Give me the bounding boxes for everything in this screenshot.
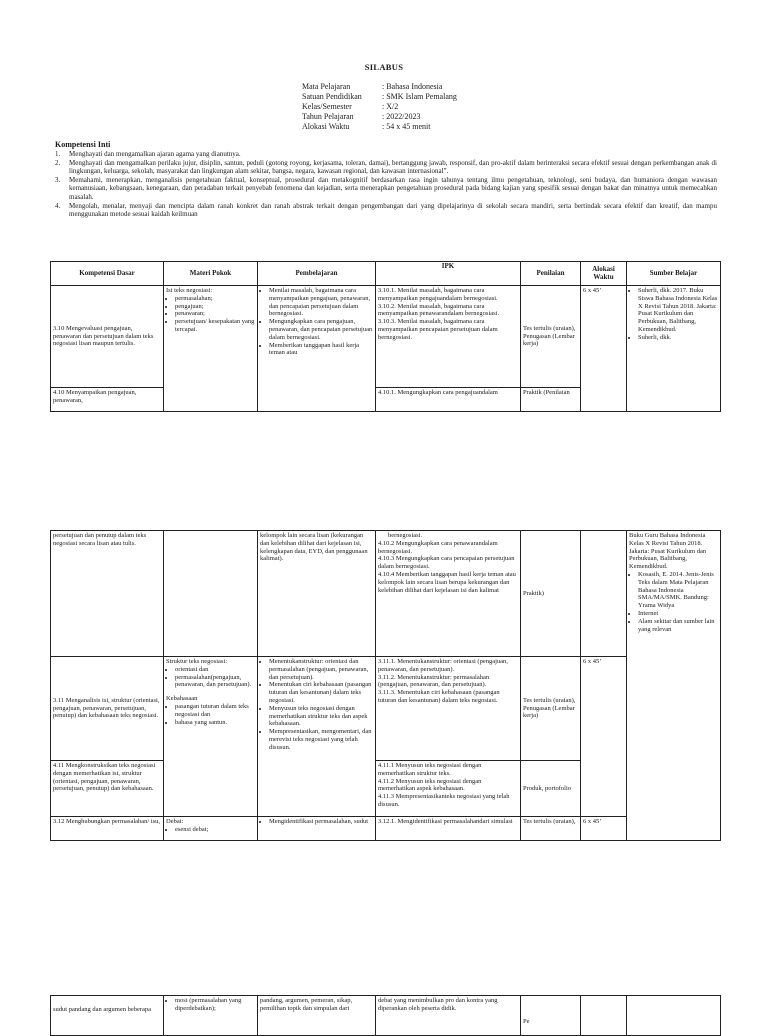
- list-item: • Menentukan ciri kebahasaan (pasangan tuturan dan kesantunan) dalam teks negosiasi.: [269, 681, 373, 704]
- kd-cell: 4.11 Mengkonstruksikan teks negosiasi dengan memerhatikan isi, struktur (orientasi, pengajuan, penawaran, persetujuan, penutup) dan kebahasaan.: [51, 761, 164, 817]
- table-row: [51, 817, 721, 841]
- ki-number: 1.: [55, 150, 61, 158]
- list-item: • Menilai masalah, bagaimana cara menyampaikan pengajuan, penawaran, dan pencapaian persetujuan dalam bernegosiasi.: [269, 287, 373, 318]
- materi-heading: Struktur teks negosiasi:: [166, 658, 228, 665]
- pembelajaran-cell: [258, 657, 376, 817]
- table-row: [51, 286, 721, 388]
- penilaian-cell: Tes tertulis (uraian), Penugasan (Lembar kerja): [521, 657, 581, 761]
- materi-cell: [164, 286, 258, 412]
- sumber-cell: [627, 996, 721, 1036]
- sumber-list: [629, 571, 718, 633]
- meta-value: : Bahasa Indonesia: [382, 82, 443, 91]
- ki-text: Mengolah, menalar, menyaji dan mencipta dalam ranah konkret dan ranah abstrak terkait dengan pengembangan dari yang dipelajarinya di sekolah secara mandiri, serta bertindak secara efektif dan kreatif, dan mampu menggunakan metode sesuai kaidah keilmuan: [69, 201, 717, 219]
- list-item: • Suherli, dkk.: [638, 334, 718, 342]
- ki-text: Menghayati dan mengamalkan perilaku jujur, disiplin, santun, peduli (gotong royong, kerjasama, toleran, damai), bertanggung jawab, responsif, dan pro-aktif dalam berinteraksi secara efektif sesuai dengan perkembangan anak di lingkungan, keluarga, sekolah, masyarakat dan lingkungan alam sekitar, bangsa, negara, kawasan regional, dan kawasan internasional”.: [69, 158, 717, 176]
- materi-cell: [164, 817, 258, 841]
- pembelajaran-cell: [258, 286, 376, 412]
- kd-cell: 3.10 Mengevaluasi pengajuan, penawaran dan persetujuan dalam teks negosiasi lisan maupun tertulis.: [51, 286, 164, 388]
- kd-cell: sudut pandang dan argumen beberapa: [51, 996, 164, 1036]
- ipk-cell: 3.12.1. Mengidentifikasi permasalahandari simulasi: [376, 817, 521, 841]
- document-title: SILABUS: [364, 62, 404, 72]
- materi-heading: Debat:: [166, 818, 184, 825]
- header-alokasi-waktu: Alokasi Waktu: [581, 262, 627, 286]
- pembelajaran-cell: pandang, argumen, pemeran, sikap, pemilihan topik dan simpulan dari: [258, 996, 376, 1036]
- penilaian-cell: Praktik): [521, 531, 581, 657]
- list-item: • permasalahan(pengajuan, penawaran, dan persetujuan).: [175, 674, 255, 690]
- materi-list: [166, 826, 255, 834]
- ki-text: Memahami, menerapkan, menganalisis pengetahuan faktual, konseptual, prosedural dan metakognitif berdasarkan rasa ingin tahunya tentang ilmu pengetahuan, teknologi, seni budaya, dan humaniora dengan wawasan kemanusiaan, kebangsaan, kenegaraan, dan peradaban terkait penyebab fenomena dan kejadian, serta menerapkan pengetahuan prosedural pada bidang kajian yang spesifik sesuai dengan bakat dan minatnya untuk memecahkan masalah.: [69, 175, 717, 201]
- ipk-item: 4.11.2 Menyusun teks negosiasi dengan memerhatikan aspek kebahasaan.: [378, 777, 482, 793]
- kd-cell: persetujuan dan penutup dalam teks negosiasi secara lisan atau tulis.: [51, 531, 164, 657]
- penilaian-cell: Pe: [521, 996, 581, 1036]
- list-item: • Mempresentasikan, mengomentari, dan merevisi teks negosiasi yang telah disusun.: [269, 728, 373, 751]
- ki-item: [55, 150, 717, 159]
- pembelajaran-list: [260, 658, 373, 752]
- materi-heading: Kebahasaan: [166, 695, 198, 703]
- ki-item: [55, 176, 717, 202]
- table-row: [51, 531, 721, 657]
- list-item: • orientasi dan: [175, 666, 255, 674]
- sumber-cell: [627, 286, 721, 412]
- ipk-item: 4.10.4 Memberikan tanggapan hasil kerja teman atau kelompok lain secara lisan berupa kekurangan dan kelebihan dilihat dari kejelasan isi dan kalimat: [378, 570, 516, 594]
- meta-row: [302, 92, 457, 102]
- pembelajaran-cell: kelompok lain secara lisan (kekurangan dan kelebihan dilihat dari kejelasan isi, kelengkapan data, EYD, dan penggunaan kalimat).: [258, 531, 376, 657]
- pembelajaran-list: [260, 287, 373, 357]
- ki-number: 2.: [55, 158, 61, 167]
- alokasi-cell: 6 x 45’: [581, 817, 627, 841]
- list-item: • esensi debat;: [175, 826, 255, 834]
- ipk-item: 3.11.3. Menentukan ciri kebahasaan (pasangan tuturan dan kesantunan) dalam teks negosiasi.: [378, 689, 500, 704]
- meta-row: [302, 122, 457, 132]
- list-item: • bahasa yang santun.: [175, 719, 255, 727]
- ki-number: 4.: [55, 201, 61, 210]
- header-penilaian: Penilaian: [521, 262, 581, 286]
- meta-row: [302, 102, 457, 112]
- list-item: • permasalahan;: [175, 295, 255, 303]
- syllabus-table-page-2: [50, 530, 721, 841]
- ipk-cell: debat yang menimbulkan pro dan kontra yang diperankan oleh peserta didik.: [376, 996, 521, 1036]
- kd-cell: 4.10 Menyampaikan pengajuan, penawaran,: [51, 388, 164, 412]
- list-item: • pengajuan;: [175, 303, 255, 311]
- pembelajaran-cell: [258, 817, 376, 841]
- list-item: • Mengidentifikasi permasalahan, sudut: [269, 818, 373, 826]
- meta-value: : 2022/2023: [382, 112, 421, 121]
- meta-label: Satuan Pendidikan: [302, 92, 362, 101]
- materi-list: [166, 295, 255, 334]
- list-item: • Alam sekitar dan sumber lain yang relevan: [638, 618, 718, 634]
- syllabus-table-page-3: [50, 995, 721, 1036]
- ipk-item: 3.10.3. Menilai masalah, bagaimana cara menyampaikan pencapaian persetujuan dalam bernegosiasi.: [378, 318, 498, 341]
- list-item: • Kosasih, E. 2014. Jenis-Jenis Teks dalam Mata Pelajaran Bahasa Indonesia SMA/MA/SMK. Bandung: Yrama Widya: [638, 571, 718, 610]
- penilaian-cell: Produk, portofolio: [521, 761, 581, 817]
- penilaian-cell: Tes tertulis (uraian),: [521, 817, 581, 841]
- ipk-cell: [376, 286, 521, 388]
- ipk-item: 3.11.2. Menentukanstruktur: permasalahan (pengajuan, penawaran, dan persetujuan).: [378, 673, 490, 689]
- ipk-item: 3.11.1. Menentukanstruktur: orientasi (pengajuan, penawaran, dan persetujuan).: [378, 658, 508, 673]
- list-item: • Menentukanstruktur: orientasi dan permasalahan (pengajuan, penawaran, dan persetujuan).: [269, 658, 373, 681]
- ipk-cell: 4.10.1. Mengungkapkan cara pengajuandalam: [376, 388, 521, 412]
- ki-number: 3.: [55, 175, 61, 184]
- kompetensi-inti-heading: Kompetensi Inti: [55, 140, 111, 149]
- ipk-cell: [376, 761, 521, 817]
- list-item: • penawaran;: [175, 310, 255, 318]
- alokasi-cell: 6 x 45’: [581, 657, 627, 817]
- materi-cell: [164, 531, 258, 657]
- pembelajaran-list: [260, 818, 373, 826]
- meta-label: Kelas/Semester: [302, 102, 352, 111]
- ipk-item: bernegosiasi.: [388, 532, 423, 539]
- alokasi-cell: 6 x 45’: [581, 286, 627, 412]
- header-sumber-belajar: Sumber Belajar: [627, 262, 721, 286]
- penilaian-cell: Praktik (Penilaian: [521, 388, 581, 412]
- materi-intro: Isi teks negosiasi:: [166, 287, 213, 294]
- kompetensi-inti-list: [55, 150, 717, 219]
- kd-cell: 3.12 Menghubungkan permasalahan/ isu,: [51, 817, 164, 841]
- meta-value: : X/2: [382, 102, 399, 111]
- ipk-cell: [376, 531, 521, 657]
- alokasi-cell: [581, 996, 627, 1036]
- materi-list: [166, 997, 255, 1013]
- materi-list: [166, 703, 255, 726]
- list-item: • Internet: [638, 610, 718, 618]
- materi-cell: [164, 996, 258, 1036]
- ki-item: [55, 202, 717, 219]
- table-header-row: [51, 262, 721, 286]
- table-row: [51, 996, 721, 1036]
- penilaian-cell: Tes tertulis (uraian), Penugasan (Lembar kerja): [521, 286, 581, 388]
- header-kompetensi-dasar: Kompetensi Dasar: [51, 262, 164, 286]
- list-item: • Menyusun teks negosiasi dengan memerhatikan struktur teks dan aspek kebahasaan.: [269, 705, 373, 728]
- header-ipk: IPK: [376, 262, 521, 286]
- sumber-text: Buku Guru Bahasa Indonesia Kelas X Revisi Tahun 2018. Jakarta: Pusat Kurikulum dan Perbukuan, Balitbang, Kemendikbud.: [629, 532, 707, 571]
- ipk-item: 3.10.2. Menilai masalah, bagaimana cara menyampaikan penawarandalam bernegosiasi.: [378, 302, 500, 318]
- header-pembelajaran: Pembelajaran: [258, 262, 376, 286]
- list-item: • mosi (permasalahan yang diperdebatkan);: [175, 997, 255, 1013]
- syllabus-table-page-1: [50, 261, 721, 412]
- meta-label: Alokasi Waktu: [302, 122, 350, 131]
- ipk-item: 3.10.1. Menilai masalah, bagaimana cara menyampaikan pengajuandalam bernegosiasi.: [378, 287, 498, 302]
- meta-value: : 54 x 45 menit: [382, 122, 431, 131]
- sumber-cell: [627, 531, 721, 841]
- meta-row: [302, 82, 457, 92]
- header-materi-pokok: Materi Pokok: [164, 262, 258, 286]
- list-item: • pasangan tuturan dalam teks negosiasi dan: [175, 703, 255, 719]
- ki-text: Menghayati dan mengamalkan ajaran agama yang dianutnya.: [69, 150, 241, 158]
- alokasi-cell: [581, 531, 627, 657]
- list-item: • Memberikan tanggapan hasil kerja teman atau: [269, 342, 373, 358]
- ipk-item: 4.10.3 Mengungkapkan cara pencapaian persetujuan dalam bernegosiasi.: [378, 555, 515, 571]
- meta-label: Mata Pelajaran: [302, 82, 351, 91]
- ipk-item: 4.11.3 Mempresentasikanteks negosiasi yang telah disusun.: [378, 793, 510, 808]
- table-row: [51, 657, 721, 761]
- kd-cell: 3.11 Menganalisis isi, struktur (orientasi, pengajuan, penawaran, persetujuan, penutup) dan kebahasaan teks negosiasi.: [51, 657, 164, 761]
- meta-label: Tahun Pelajaran: [302, 112, 354, 121]
- sumber-list: [629, 287, 718, 342]
- list-item: • Mengungkapkan cara pengajuan, penawaran, dan pencapaian persetujuan dalam bernegosiasi.: [269, 318, 373, 341]
- materi-list: [166, 666, 255, 689]
- syllabus-meta: [302, 82, 457, 132]
- list-item: • persetujuan/ kesepakatan yang tercapai.: [175, 318, 255, 334]
- ipk-item: 4.10.2 Mengungkapkan cara penawarandalam bernegosiasi.: [378, 539, 498, 555]
- ipk-cell: [376, 657, 521, 761]
- meta-value: : SMK Islam Pemalang: [382, 92, 457, 101]
- list-item: • Suherli, dkk. 2017. Buku Siswa Bahasa Indonesia Kelas X Revisi Tahun 2018. Jakarta: Pusat Kurikulum dan Perbukuan, Balitbang, Kemendikbud.: [638, 287, 718, 334]
- materi-cell: [164, 657, 258, 817]
- ipk-item: 4.11.1 Menyusun teks negosiasi dengan memerhatikan struktur teks.: [378, 762, 482, 777]
- meta-row: [302, 112, 457, 122]
- ki-item: [55, 159, 717, 176]
